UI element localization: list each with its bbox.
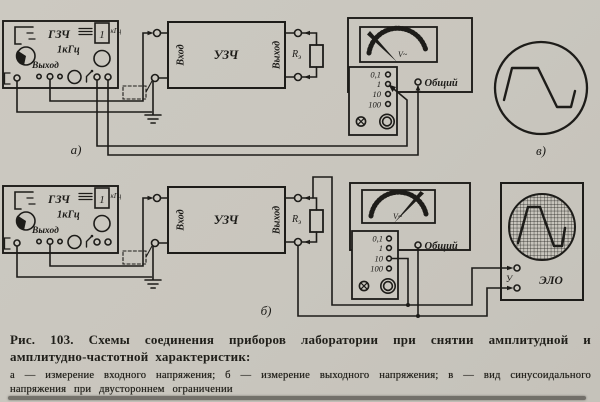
level-knob-pointer-icon [16,216,26,231]
wire-arrow-icon [304,196,310,200]
range-label: 100 [370,263,383,274]
range-label: 0,1 [370,69,381,80]
range-unit: кГц [110,27,122,35]
resistor-label: $R_э$ [292,49,302,61]
range-unit: кГц [110,192,122,200]
output-terminal[interactable] [295,74,302,81]
range-label: 100 [368,99,381,110]
wire-arrow-icon [507,266,514,270]
jack-icon[interactable] [37,239,41,243]
wire-arrow-icon [148,31,154,35]
range-label: 10 [372,89,381,99]
amplifier-output-label: Выход [271,205,283,235]
section-label-v: в) [536,143,546,158]
generator-title: ГЗЧ [48,192,70,206]
junction-dot [416,314,420,318]
dial-window-ticks-icon [27,33,35,39]
load-resistor-b [291,196,323,244]
input-terminal[interactable] [154,30,161,37]
common-terminal-label: Общий [424,241,458,252]
tuning-knob-icon[interactable] [94,51,110,67]
ground-terminal[interactable] [14,75,20,81]
wire-arrow-icon [304,75,310,79]
input-terminal[interactable] [152,240,159,247]
voltmeter-b-panel [350,183,470,299]
load-resistor-a [291,31,323,79]
output-terminal[interactable] [94,239,100,245]
attenuator-knob-icon[interactable] [68,71,81,84]
ground-icon [145,247,161,288]
range-label: 10 [374,253,383,264]
amplifier-input-label: Вход [175,44,187,66]
junction-dot [406,303,410,307]
wire-arrow-icon [507,286,514,290]
dial-window-icon [15,27,33,44]
ground-icon [145,82,161,123]
section-label-a: а) [70,142,82,157]
generator-frequency: 1кГц [57,44,80,56]
generator-b-panel [3,186,122,253]
terminal-bracket-icon [5,238,11,249]
switch-tip-icon [91,70,94,73]
jack-icon[interactable] [58,239,62,243]
range-label: 0,1 [372,233,383,244]
figure-caption-subtitle: а — измерение входного напряжения; б — измерение выходного напряжения; в — вид синусоидального напряжения при двустороннем ограничении [10,369,591,396]
switch-icon[interactable] [87,237,92,248]
y-input-terminal[interactable] [514,285,520,291]
diagram-b [3,177,583,318]
dial-window-ticks-icon [27,198,35,204]
input-terminal[interactable] [152,75,159,82]
y-input-terminal[interactable] [514,265,520,271]
figure-caption [10,332,591,397]
diagram-a [3,18,587,158]
range-label: 1 [376,79,381,89]
jack-icon[interactable] [37,74,41,78]
waveform-circle [495,42,587,134]
wire-arrow-icon [304,31,310,35]
tuning-knob-icon[interactable] [94,216,110,232]
amplifier-a-panel [152,22,302,88]
jack-icon[interactable] [47,74,53,80]
switch-icon[interactable] [87,72,92,83]
voltmeter-a-panel [348,18,472,135]
switch-tip-icon [91,235,94,238]
input-terminal[interactable] [154,195,161,202]
generator-output-label: Выход [32,61,59,71]
level-knob-pointer-icon [16,51,26,66]
clipped-sine-icon [504,68,575,107]
output-terminal[interactable] [105,74,111,80]
generator-output-label: Выход [32,226,59,236]
meter-unit-label: V~ [398,50,408,59]
section-label-b: б) [260,303,272,318]
common-terminal[interactable] [415,79,421,85]
resistor-label: $R_э$ [292,214,302,226]
amplifier-title: УЗЧ [213,212,239,227]
resistor-body [310,45,323,67]
dial-window-icon [15,192,33,209]
wire-arrow-icon [416,85,421,90]
oscilloscope-title: ЭЛО [539,275,563,287]
figure-caption-title: Рис. 103. Схемы соединения приборов лаборатории при снятии амплитудной и амплитудно-частотной характеристик: [10,332,591,364]
generator-a-panel [3,21,122,88]
resistor-body [310,210,323,232]
jack-icon[interactable] [58,74,62,78]
meter-unit-label: V~ [393,212,403,221]
cable-plug-lead [146,246,152,257]
common-terminal[interactable] [415,242,421,248]
attenuator-knob-icon[interactable] [68,236,81,249]
output-terminal[interactable] [94,74,100,80]
cable-plug-lead [146,81,152,92]
range-label: 1 [378,243,383,253]
jack-icon[interactable] [47,239,53,245]
output-terminal[interactable] [105,239,111,245]
range-value: 1 [99,29,105,41]
ground-terminal[interactable] [14,240,20,246]
waveform-v [495,42,587,158]
output-terminal[interactable] [295,195,302,202]
amplifier-input-label: Вход [175,209,187,231]
oscilloscope-panel [501,183,583,300]
amplifier-b-panel [152,187,302,253]
range-dashes-icon [79,29,92,35]
terminal-bracket-icon [5,73,11,84]
output-terminal[interactable] [295,239,302,246]
common-terminal-label: Общий [424,78,458,89]
generator-title: ГЗЧ [48,27,70,41]
wire-arrow-icon [304,240,310,244]
generator-frequency: 1кГц [57,209,80,221]
wire-arrow-icon [148,196,154,200]
scan-artifact-bar [8,396,586,400]
amplifier-output-label: Выход [271,40,283,70]
range-value: 1 [99,194,105,206]
range-dashes-icon [79,194,92,200]
amplifier-title: УЗЧ [213,47,239,62]
output-terminal[interactable] [295,30,302,37]
y-input-label: У [505,275,513,285]
